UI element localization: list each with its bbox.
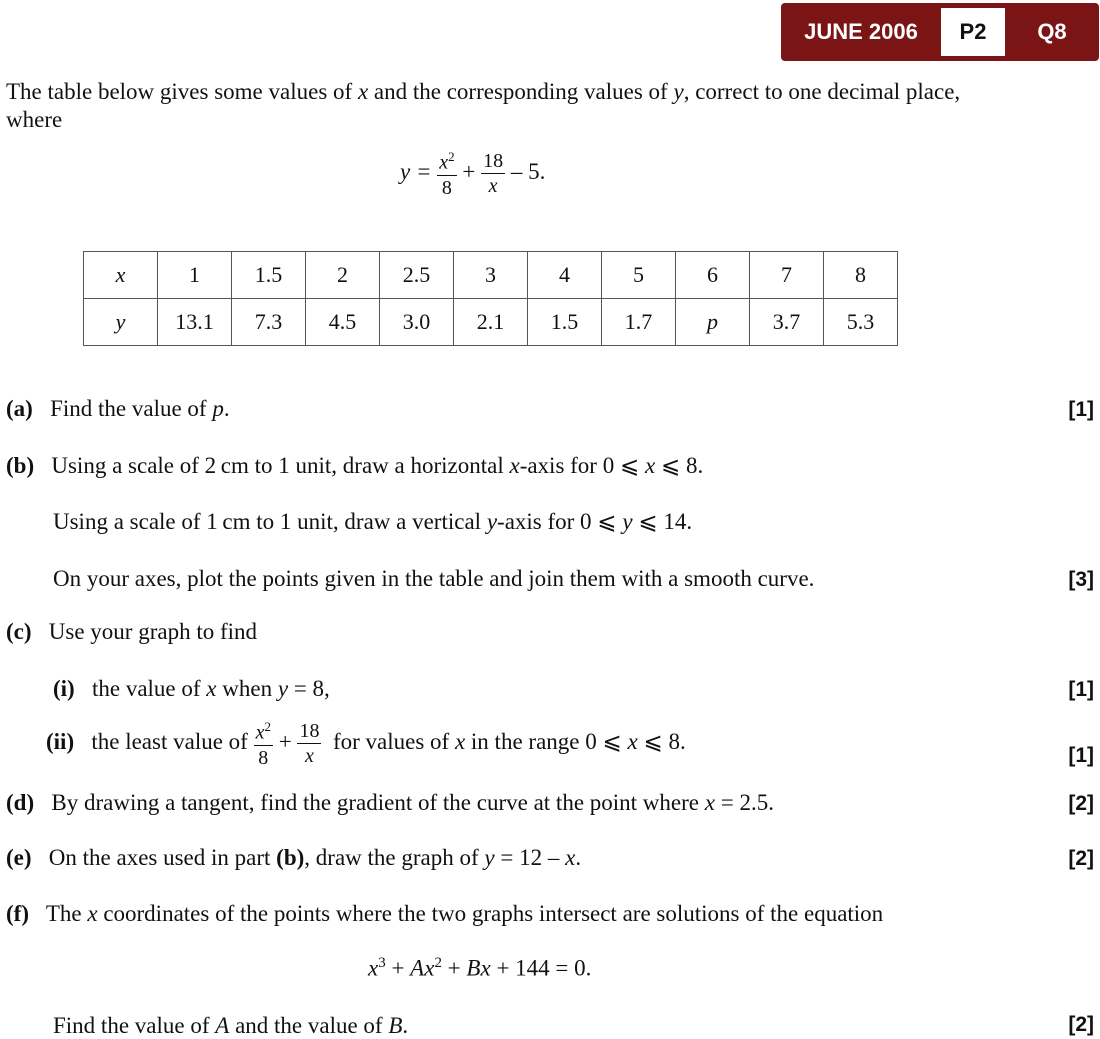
part-text: Find the value of xyxy=(50,396,213,421)
part-e xyxy=(6,845,581,871)
marks-a: [1] xyxy=(1068,398,1094,421)
table-cell: p xyxy=(676,299,750,346)
frac-num: x xyxy=(255,721,265,744)
main-equation xyxy=(400,150,545,198)
var-x: x xyxy=(645,453,656,478)
table-cell: 5 xyxy=(602,252,676,299)
plus-sign: + xyxy=(278,729,292,755)
part-text: = 8, xyxy=(288,676,330,701)
table-cell: 2 xyxy=(306,252,380,299)
part-a xyxy=(6,396,230,422)
part-text: in the range 0 ⩽ xyxy=(465,729,628,755)
table-cell: 3.7 xyxy=(750,299,824,346)
fraction-18-over-x xyxy=(297,721,321,766)
exponent: 2 xyxy=(434,955,442,971)
part-f xyxy=(6,901,883,927)
part-b-line-2 xyxy=(53,509,692,535)
table-cell: 3.0 xyxy=(380,299,454,346)
frac-num: x xyxy=(439,151,449,174)
table-row-x xyxy=(84,252,898,299)
table-cell: 7 xyxy=(750,252,824,299)
fraction-x2-over-8 xyxy=(254,720,273,768)
part-label: (d) xyxy=(6,790,35,815)
part-text: -axis for 0 ⩽ xyxy=(497,509,623,534)
subpart-label: (i) xyxy=(53,676,75,701)
plus-sign: + xyxy=(462,159,476,185)
table-cell: 1.5 xyxy=(528,299,602,346)
frac-num: 18 xyxy=(483,150,504,173)
var-y: y xyxy=(486,509,498,534)
paper-number: P2 xyxy=(941,8,1005,56)
part-label: (f) xyxy=(6,901,29,926)
var-x: x xyxy=(480,955,491,981)
var-b: B xyxy=(466,955,481,981)
table-cell: 1.5 xyxy=(232,252,306,299)
table-header-y xyxy=(84,299,158,346)
part-text: -axis for 0 ⩽ xyxy=(519,453,645,478)
part-d xyxy=(6,790,774,816)
frac-den: 8 xyxy=(258,746,269,769)
table-cell: 2.5 xyxy=(380,252,454,299)
marks-c-i: [1] xyxy=(1068,678,1094,701)
part-text: . xyxy=(575,845,582,870)
subpart-label: (ii) xyxy=(46,729,75,755)
table-cell: 8 xyxy=(824,252,898,299)
table-cell: 3 xyxy=(454,252,528,299)
var-a: A xyxy=(410,955,425,981)
part-text: ⩽ 8. xyxy=(637,729,686,755)
part-text: On the axes used in part xyxy=(48,845,277,870)
table-cell: 4.5 xyxy=(306,299,380,346)
part-text: = 12 – xyxy=(494,845,566,870)
cubic-equation xyxy=(368,955,591,982)
var-x: x xyxy=(206,676,217,701)
fraction-x2-over-8 xyxy=(437,150,456,198)
equation-lhs: y = xyxy=(400,159,432,185)
var-y: y xyxy=(622,509,633,534)
part-text: Find the value of xyxy=(53,1013,216,1038)
var-b: B xyxy=(388,1013,403,1038)
part-text: coordinates of the points where the two graphs intersect are solutions of the equation xyxy=(97,901,884,926)
exam-date: JUNE 2006 xyxy=(804,19,918,44)
table-cell: 7.3 xyxy=(232,299,306,346)
var-y: y xyxy=(277,676,289,701)
plus-sign: + xyxy=(385,955,411,981)
var-x: x xyxy=(627,729,638,755)
exponent: 2 xyxy=(448,149,455,164)
var-x: x xyxy=(424,955,435,981)
frac-den: x xyxy=(305,745,314,768)
marks-f: [2] xyxy=(1068,1013,1094,1036)
part-c-ii xyxy=(46,720,686,768)
var-x: x xyxy=(368,955,379,981)
intro-line-2: where xyxy=(6,107,63,132)
table-cell: 13.1 xyxy=(158,299,232,346)
part-text: . xyxy=(402,1013,409,1038)
part-f-line-2 xyxy=(53,1013,408,1039)
part-text: Using a scale of 1 cm to 1 unit, draw a vertical xyxy=(53,509,487,534)
var-x: x xyxy=(565,845,576,870)
part-text: Use your graph to find xyxy=(48,619,258,644)
intro-line-1 xyxy=(6,79,960,105)
header-text: x xyxy=(115,262,126,287)
part-text: for values of xyxy=(332,729,455,755)
part-label: (c) xyxy=(6,619,32,644)
var-y: y xyxy=(673,79,684,104)
part-label: (a) xyxy=(6,396,33,421)
part-text: , draw the graph of xyxy=(304,845,485,870)
var-p: p xyxy=(212,396,224,421)
question-number: Q8 xyxy=(1037,19,1067,44)
part-text: ⩽ 14. xyxy=(632,509,693,534)
part-label: (e) xyxy=(6,845,32,870)
table-cell: 5.3 xyxy=(824,299,898,346)
exponent: 3 xyxy=(378,955,386,971)
part-reference: (b) xyxy=(276,845,305,870)
var-x: x xyxy=(509,453,520,478)
var-x: x xyxy=(357,79,369,104)
frac-num: 18 xyxy=(299,720,320,743)
table-cell: 1 xyxy=(158,252,232,299)
header-text: y xyxy=(115,309,126,334)
question-header-badge xyxy=(781,3,1099,61)
var-x: x xyxy=(454,729,466,755)
part-b-line-1 xyxy=(6,453,703,479)
table-cell: 6 xyxy=(676,252,750,299)
part-text: ⩽ 8. xyxy=(655,453,704,478)
marks-e: [2] xyxy=(1068,847,1094,870)
var-x: x xyxy=(87,901,98,926)
table-cell: 4 xyxy=(528,252,602,299)
table-header-x xyxy=(84,252,158,299)
part-text: . xyxy=(223,396,230,421)
intro-text: , correct to one decimal place, xyxy=(683,79,961,104)
part-b-line-3: On your axes, plot the points given in the table and join them with a smooth curve. xyxy=(53,566,815,591)
part-text: Using a scale of 2 cm to 1 unit, draw a horizontal xyxy=(51,453,510,478)
table-cell: 2.1 xyxy=(454,299,528,346)
frac-den: x xyxy=(488,175,498,198)
var-a: A xyxy=(215,1013,230,1038)
plus-sign: + xyxy=(441,955,467,981)
part-c xyxy=(6,619,257,645)
table-row-y xyxy=(84,299,898,346)
part-text: The xyxy=(45,901,88,926)
intro-text: The table below gives some values of xyxy=(6,79,358,104)
var-x: x xyxy=(704,790,715,815)
marks-c-ii: [1] xyxy=(1068,744,1094,767)
fraction-18-over-x xyxy=(481,151,505,196)
marks-d: [2] xyxy=(1068,792,1094,815)
part-text: By drawing a tangent, find the gradient of the curve at the point where xyxy=(51,790,705,815)
equation-tail: – 5. xyxy=(510,159,546,185)
values-table xyxy=(83,251,898,346)
table-cell: 1.7 xyxy=(602,299,676,346)
part-text: the least value of xyxy=(91,729,248,755)
frac-den: 8 xyxy=(441,176,452,199)
marks-b: [3] xyxy=(1068,568,1094,591)
part-c-i xyxy=(53,676,330,702)
var-y: y xyxy=(484,845,495,870)
equation-tail: + 144 = 0. xyxy=(490,955,592,981)
part-text: the value of xyxy=(91,676,207,701)
part-text: when xyxy=(216,676,278,701)
part-text: = 2.5. xyxy=(714,790,774,815)
part-label: (b) xyxy=(6,453,35,478)
intro-text: and the corresponding values of xyxy=(368,79,674,104)
exponent: 2 xyxy=(264,719,271,734)
part-text: and the value of xyxy=(229,1013,389,1038)
